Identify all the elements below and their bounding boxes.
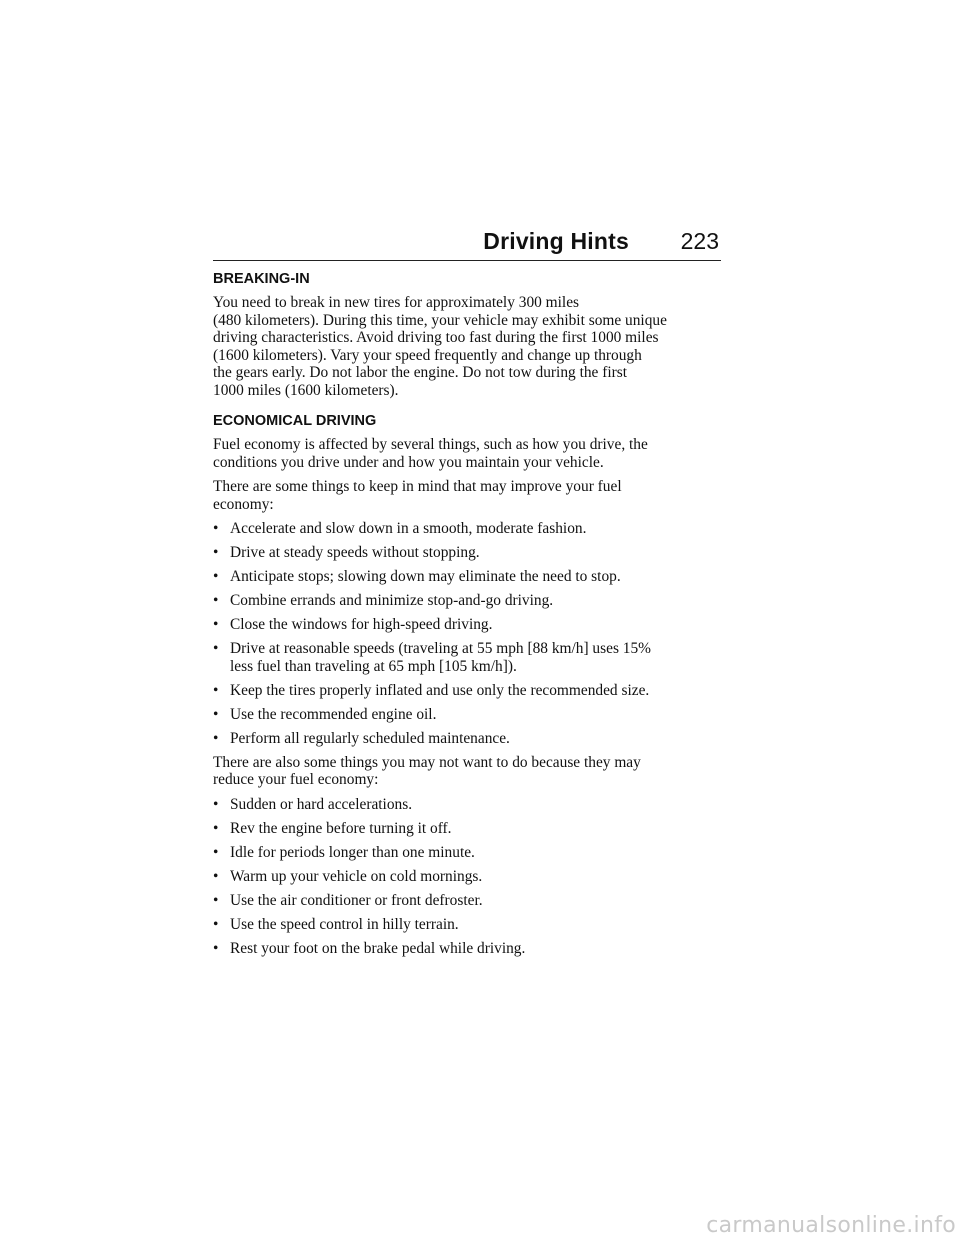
list-item-text: Close the windows for high-speed driving. — [230, 616, 493, 633]
list-item — [213, 868, 728, 886]
page-content — [213, 270, 728, 964]
chapter-title: Driving Hints — [483, 228, 629, 254]
list-item-text: Anticipate stops; slowing down may eliminate the need to stop. — [230, 568, 621, 585]
bullet-icon: • — [213, 795, 219, 813]
bullet-icon: • — [213, 544, 219, 561]
bullet-icon: • — [213, 568, 219, 585]
bullet-icon: • — [213, 681, 219, 699]
list-item — [213, 730, 728, 748]
list-item — [213, 544, 728, 562]
improve-fuel-intro: There are some things to keep in mind that may improve your fuel economy: — [213, 478, 622, 513]
bullet-icon: • — [213, 843, 219, 861]
list-item-text: Accelerate and slow down in a smooth, moderate fashion. — [230, 520, 587, 537]
list-item-text: Use the air conditioner or front defroster. — [230, 891, 483, 909]
list-item-text: Rev the engine before turning it off. — [230, 819, 452, 837]
list-item-text: Perform all regularly scheduled maintenance. — [230, 729, 510, 747]
list-item — [213, 592, 728, 610]
page-header — [213, 226, 721, 261]
reduce-fuel-intro: There are also some things you may not want to do because they may reduce your fuel economy: — [213, 753, 641, 788]
bullet-icon: • — [213, 729, 219, 747]
improve-tips-list — [213, 520, 728, 747]
list-item — [213, 940, 728, 958]
list-item — [213, 616, 728, 634]
bullet-icon: • — [213, 891, 219, 909]
bullet-icon: • — [213, 592, 219, 609]
list-item-text: Combine errands and minimize stop-and-go driving. — [230, 592, 554, 609]
section-heading-breaking-in: BREAKING-IN — [213, 271, 310, 287]
list-item — [213, 844, 728, 862]
bullet-icon: • — [213, 819, 219, 837]
list-item — [213, 640, 728, 675]
bullet-icon: • — [213, 867, 219, 885]
bullet-icon: • — [213, 915, 219, 933]
list-item-text: Sudden or hard accelerations. — [230, 795, 413, 813]
page-number: 223 — [680, 228, 719, 254]
list-item-text: Use the speed control in hilly terrain. — [230, 915, 459, 933]
list-item-text: Use the recommended engine oil. — [230, 705, 437, 723]
bullet-icon: • — [213, 640, 219, 657]
list-item-text: Idle for periods longer than one minute. — [230, 843, 475, 861]
list-item — [213, 796, 728, 814]
list-item — [213, 682, 728, 700]
list-item — [213, 892, 728, 910]
list-item-text: Rest your foot on the brake pedal while driving. — [230, 939, 526, 957]
bullet-icon: • — [213, 520, 219, 537]
list-item — [213, 820, 728, 838]
fuel-economy-intro: Fuel economy is affected by several things, such as how you drive, the conditions you drive under and how you maintain your vehicle. — [213, 436, 648, 471]
section-heading-economical-driving: ECONOMICAL DRIVING — [213, 413, 377, 429]
list-item — [213, 520, 728, 538]
list-item — [213, 568, 728, 586]
bullet-icon: • — [213, 705, 219, 723]
list-item-text: Warm up your vehicle on cold mornings. — [230, 867, 483, 885]
list-item-text: Drive at reasonable speeds (traveling at 55 mph [88 km/h] uses 15% less fuel than traveling at 65 mph [105 km/h]). — [230, 640, 651, 675]
list-item — [213, 706, 728, 724]
bullet-icon: • — [213, 616, 219, 633]
list-item-text: Keep the tires properly inflated and use only the recommended size. — [230, 681, 650, 699]
avoid-tips-list — [213, 796, 728, 958]
breaking-in-paragraph: You need to break in new tires for approximately 300 miles (480 kilometers). During this time, your vehicle may exhibit some unique driving characteristics. Avoid driving too fast during the first 1000 miles (1600 kilometers). Vary your speed frequently and change up through the gears early. Do not labor the engine. Do not tow during the first 1000 miles (1600 kilometers). — [213, 294, 667, 399]
bullet-icon: • — [213, 939, 219, 957]
list-item — [213, 916, 728, 934]
site-watermark: carmanualsonline.info — [706, 1213, 956, 1238]
list-item-text: Drive at steady speeds without stopping. — [230, 544, 480, 561]
